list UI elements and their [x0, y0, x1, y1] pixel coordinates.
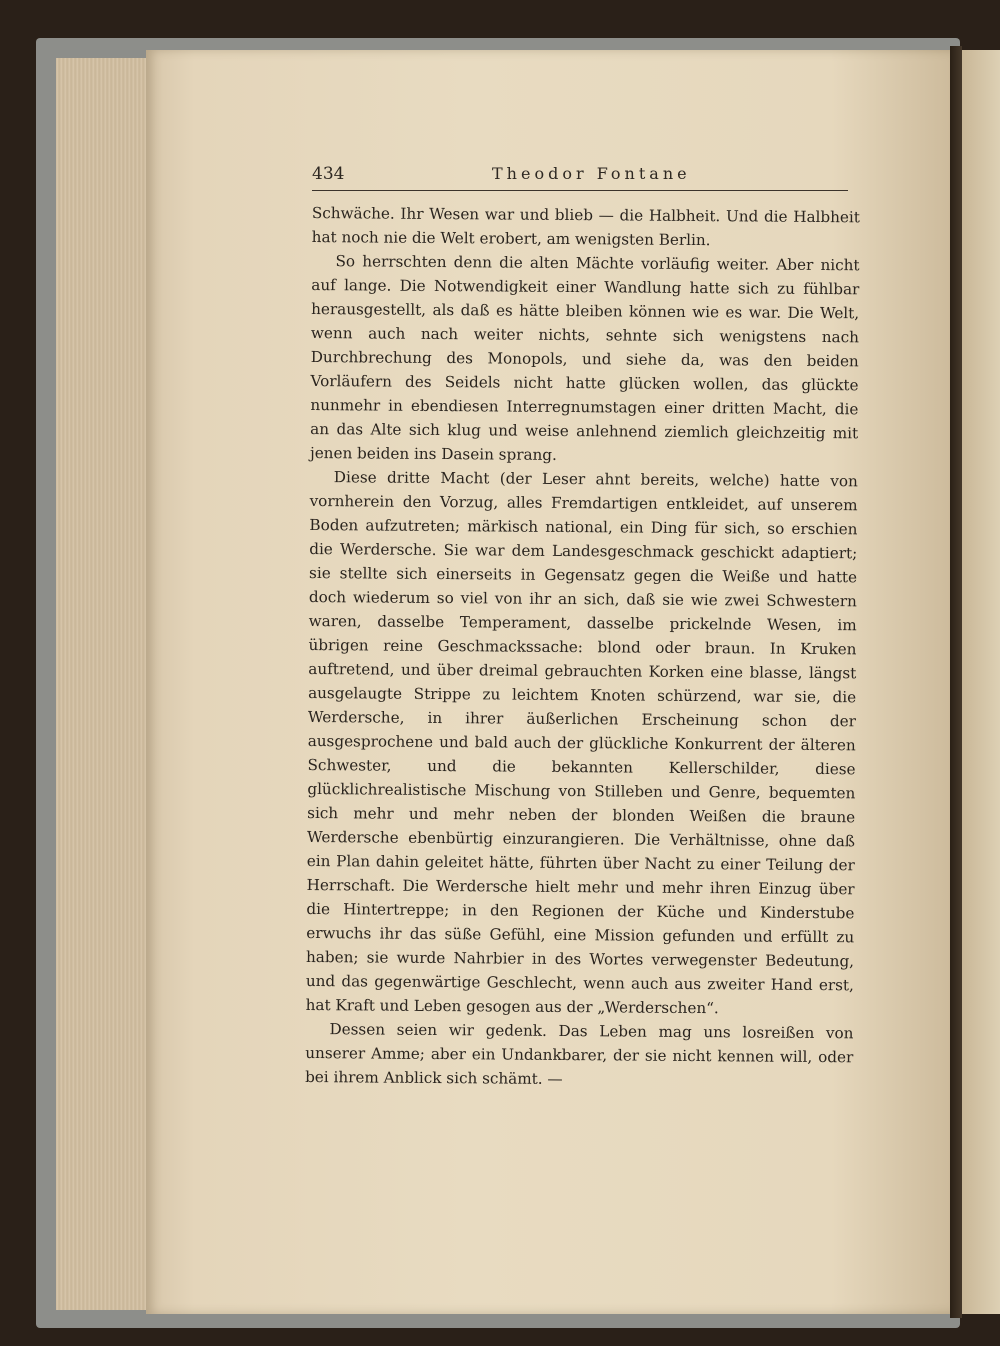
- running-title: Theodor Fontane: [492, 164, 691, 183]
- header-rule: [312, 190, 848, 191]
- facing-page-edge: [962, 50, 1000, 1314]
- page-edges: [56, 58, 148, 1310]
- paragraph-4: Dessen seien wir gedenk. Das Leben mag uns losreißen von unserer Amme; aber ein Undankbarer, der sie nicht kennen will, oder bei ihrem Anblick sich schämt. —: [305, 1020, 854, 1088]
- body-text: [305, 201, 860, 1093]
- page-header: [312, 164, 848, 190]
- page-number: 434: [312, 164, 345, 184]
- paragraph-2: So herrschten denn die alten Mächte vorläufig weiter. Aber nicht auf lange. Die Notwendigkeit einer Wandlung hatte sich zu fühlbar herausgestellt, als daß es hätte bleiben können wie es war. Die Welt, wenn auch nach weiter nichts, sehnte sich wenigstens nach Durchbrechung des Monopols, und siehe da, was den beiden Vorläufern des Seidels nicht hatte glücken wollen, das glückte nunmehr in ebendiesen Interregnumstagen einer dritten Macht, die an das Alte sich klug und weise anlehnend ziemlich gleichzeitig mit jenen beiden ins Dasein sprang.: [309, 252, 860, 464]
- paragraph-1: Schwäche. Ihr Wesen war und blieb — die Halbheit. Und die Halbheit hat noch nie die Welt erobert, am wenigsten Berlin.: [311, 203, 860, 250]
- book-gutter: [950, 46, 962, 1318]
- paragraph-3: Diese dritte Macht (der Leser ahnt bereits, welche) hatte von vornherein den Vorzug, alles Fremdartigen entkleidet, auf unserem Boden aufzutreten; märkisch national, ein Ding für sich, so erschien die Werdersche. Sie war dem Landesgeschmack geschickt adaptiert; sie stellte sich einerseits in Gegensatz gegen die Weiße und hatte doch wiederum so viel von ihr an sich, daß sie wie zwei Schwestern waren, dasselbe Temperament, dasselbe prickelnde Wesen, im übrigen reine Geschmackssache: blond oder braun. In Kruken auftretend, und über dreimal gebrauchten Korken eine blasse, längst ausgelaugte Strippe zu leichtem Knoten schürzend, war sie, die Werdersche, in ihrer äußerlichen Erscheinung schon der ausgesprochene und bald auch der glückliche Konkurrent der älteren Schwester, und die bekannten Kellerschilder, diese glücklichrealistische Mischung von Stilleben und Genre, bequemten sich mehr und mehr neben der blonden Weißen die braune Werdersche ebenbürtig einzurangieren. Die Verhältnisse, ohne daß ein Plan dahin geleitet hätte, führten über Nacht zu einer Teilung der Herrschaft. Die Werdersche hielt mehr und mehr ihren Einzug über die Hintertreppe; in den Regionen der Küche und Kinderstube erwuchs ihr das süße Gefühl, eine Mission gefunden und erfüllt zu haben; sie wurde Nahrbier in des Wortes verwegenster Bedeutung, und das gegenwärtige Geschlecht, wenn auch aus zweiter Hand erst, hat Kraft und Leben gesogen aus der „Werderschen“.: [305, 468, 858, 1018]
